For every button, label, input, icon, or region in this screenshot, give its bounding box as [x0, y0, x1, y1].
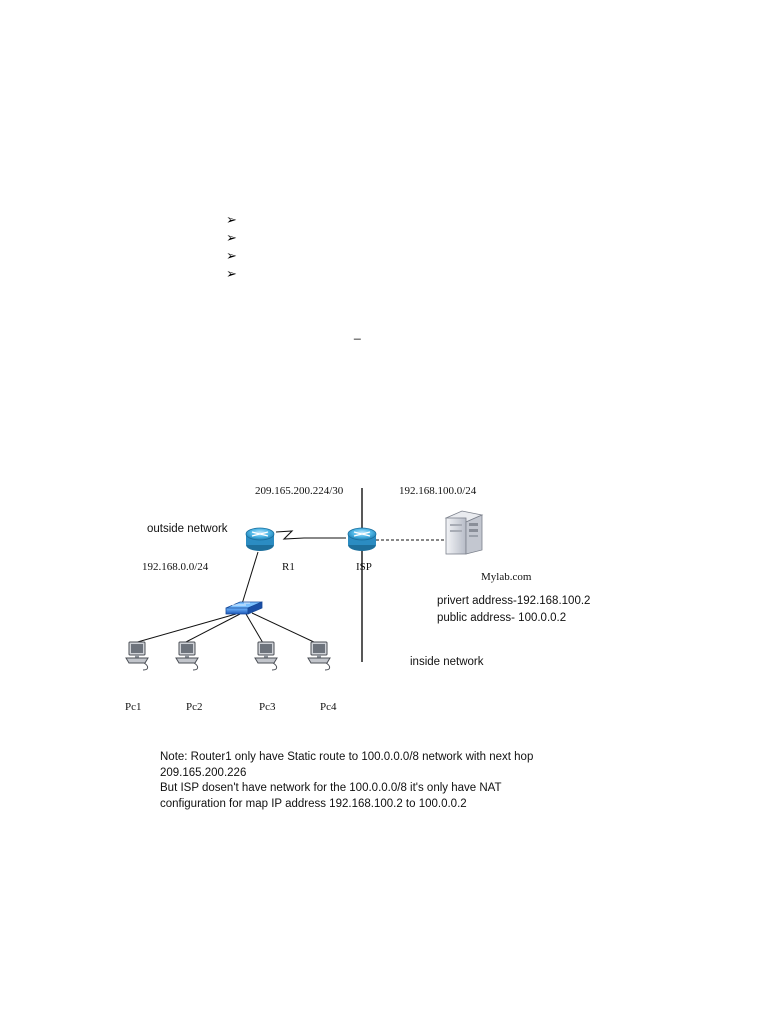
note-block [160, 750, 600, 812]
router-r1-label: R1 [282, 561, 295, 573]
arrowhead-bullet-icon: ➢ [226, 212, 237, 227]
outside-network-label: outside network [147, 523, 228, 535]
note-line: configuration for map IP address 192.168.100.2 to 100.0.0.2 [160, 797, 467, 810]
pc-icon [176, 642, 198, 670]
private-address-label: privert address-192.168.100.2 [437, 595, 591, 607]
pc-label: Pc4 [320, 701, 337, 713]
serial-link [276, 531, 346, 539]
router-switch-link [242, 552, 258, 604]
switch-icon [226, 602, 262, 614]
pc-subnet-label: 192.168.0.0/24 [142, 561, 209, 573]
server-subnet-label: 192.168.100.0/24 [399, 485, 477, 497]
pc-label: Pc1 [125, 701, 142, 713]
pc-label: Pc3 [259, 701, 276, 713]
public-address-label: public address- 100.0.0.2 [437, 612, 567, 624]
server-icon [446, 511, 482, 554]
arrowhead-bullet-icon: ➢ [226, 230, 237, 245]
pc-icon [126, 642, 148, 670]
pc-icon [308, 642, 330, 670]
wan-subnet-label: 209.165.200.224/30 [255, 485, 344, 497]
router-isp-label: ISP [356, 561, 372, 573]
note-line: But ISP dosen't have network for the 100.0.0.0/8 it's only have NAT [160, 782, 502, 794]
arrowhead-bullet-icon: ➢ [226, 248, 237, 263]
router-icon [246, 528, 274, 551]
server-name-label: Mylab.com [481, 571, 532, 583]
pc-label: Pc2 [186, 701, 203, 713]
note-line: 209.165.200.226 [160, 766, 247, 779]
inside-network-label: inside network [410, 656, 484, 668]
stray-underscore: _ [354, 326, 361, 340]
pc-icon [255, 642, 277, 670]
note-line: Note: Router1 only have Static route to 100.0.0.0/8 network with next hop [160, 751, 534, 763]
arrowhead-bullet-icon: ➢ [226, 266, 237, 281]
pc-links [134, 613, 316, 643]
router-icon [348, 528, 376, 551]
